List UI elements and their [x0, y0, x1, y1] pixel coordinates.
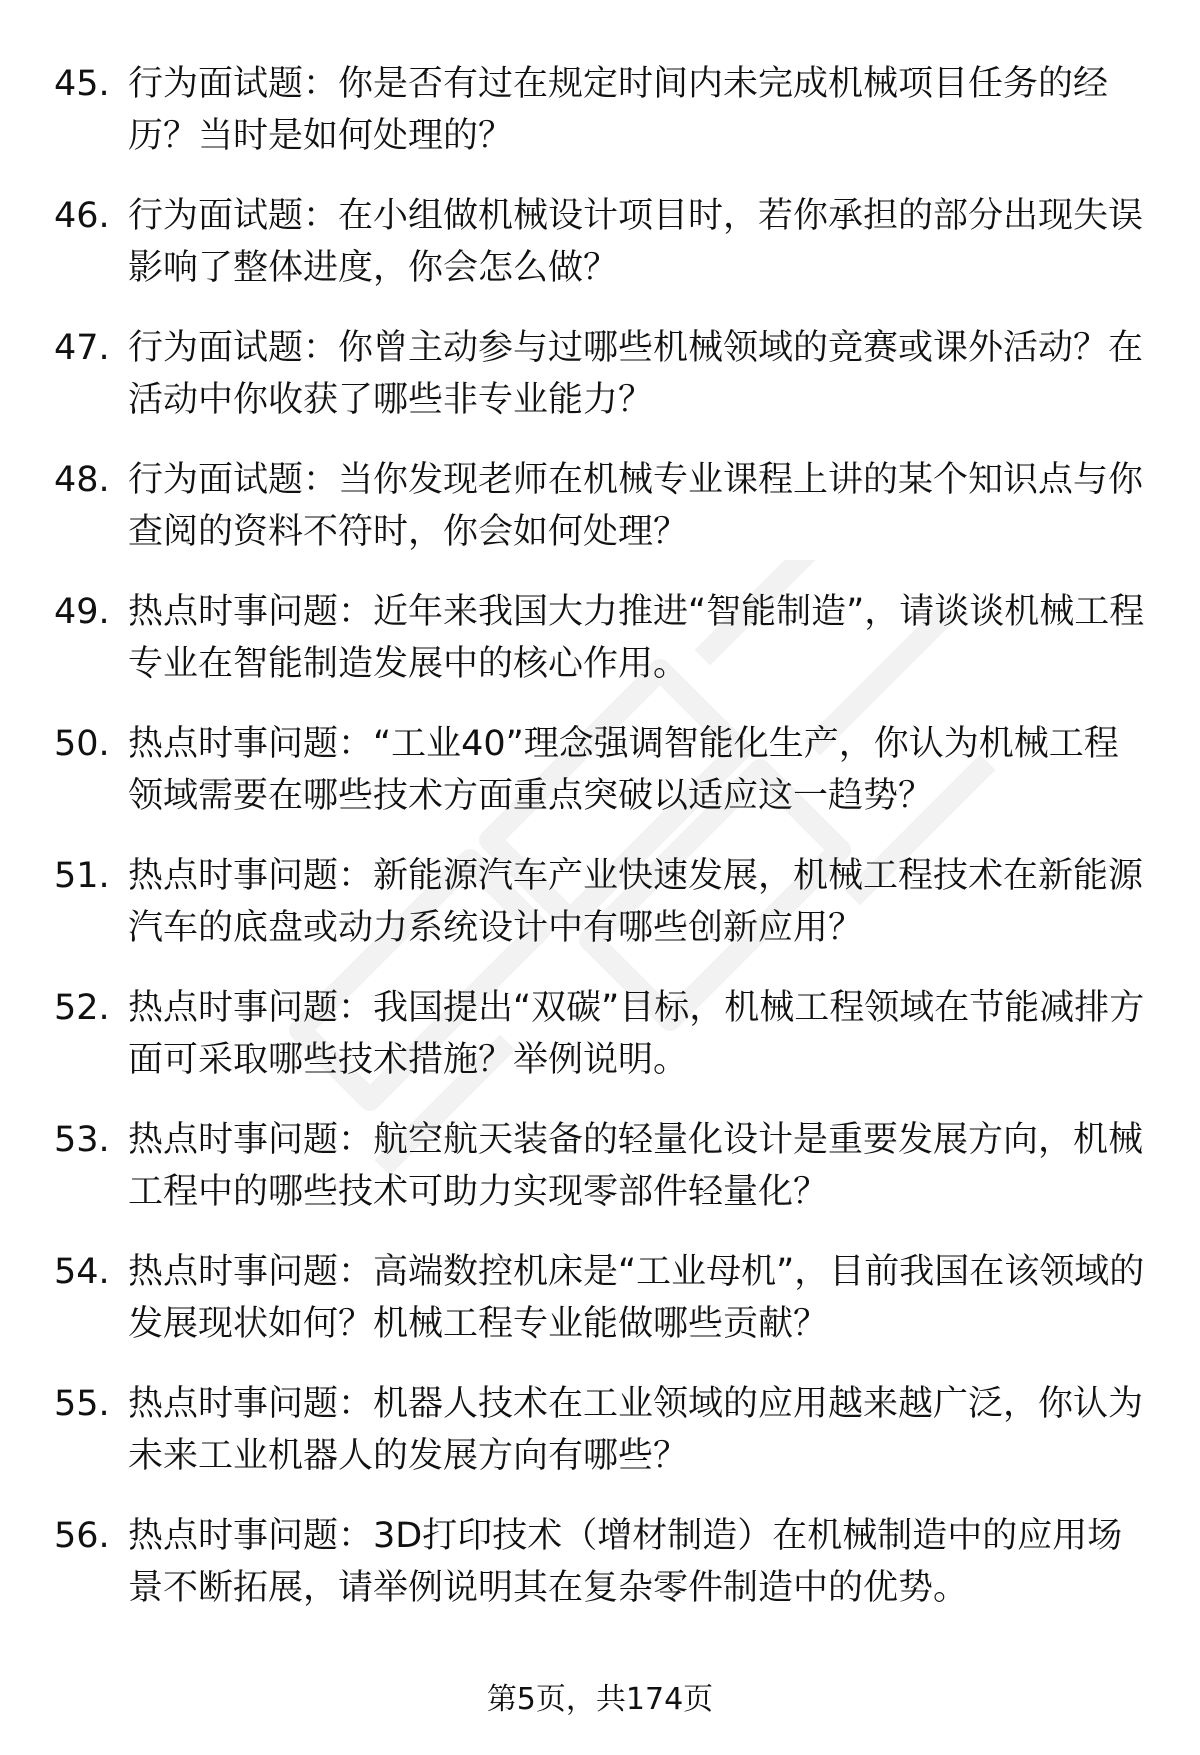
question-number: 50.	[54, 724, 110, 764]
question-text: 热点时事问题：新能源汽车产业快速发展，机械工程技术在新能源汽车的底盘或动力系统设计中有哪些创新应用？	[128, 856, 1144, 948]
question-number: 49.	[54, 592, 110, 632]
question-number: 51.	[54, 856, 110, 896]
question-item	[0, 58, 1200, 190]
question-text: 热点时事问题：3D打印技术（增材制造）在机械制造中的应用场景不断拓展，请举例说明其在复杂零件制造中的优势。	[128, 1516, 1123, 1608]
question-item	[0, 322, 1200, 454]
question-number: 46.	[54, 196, 110, 236]
question-text: 行为面试题：你曾主动参与过哪些机械领域的竞赛或课外活动？在活动中你收获了哪些非专业能力？	[128, 328, 1144, 420]
question-item	[0, 1510, 1200, 1642]
question-number: 53.	[54, 1120, 110, 1160]
page-number-label: 第5页，共174页	[486, 1682, 714, 1717]
question-item	[0, 586, 1200, 718]
question-text: 热点时事问题：高端数控机床是“工业母机”，目前我国在该领域的发展现状如何？机械工程专业能做哪些贡献？	[128, 1252, 1145, 1344]
question-item	[0, 982, 1200, 1114]
question-item	[0, 850, 1200, 982]
question-number: 47.	[54, 328, 110, 368]
question-item	[0, 1246, 1200, 1378]
question-text: 行为面试题：当你发现老师在机械专业课程上讲的某个知识点与你查阅的资料不符时，你会如何处理？	[128, 460, 1144, 552]
question-number: 54.	[54, 1252, 110, 1292]
question-number: 55.	[54, 1384, 110, 1424]
question-item	[0, 190, 1200, 322]
question-list	[0, 58, 1200, 1642]
question-number: 45.	[54, 64, 110, 104]
question-text: 热点时事问题：我国提出“双碳”目标，机械工程领域在节能减排方面可采取哪些技术措施？举例说明。	[128, 988, 1145, 1080]
question-text: 热点时事问题：近年来我国大力推进“智能制造”，请谈谈机械工程专业在智能制造发展中的核心作用。	[128, 592, 1145, 684]
question-item	[0, 454, 1200, 586]
question-text: 热点时事问题：“工业40”理念强调智能化生产，你认为机械工程领域需要在哪些技术方面重点突破以适应这一趋势？	[128, 724, 1119, 816]
question-item	[0, 718, 1200, 850]
question-item	[0, 1378, 1200, 1510]
question-item	[0, 1114, 1200, 1246]
question-number: 56.	[54, 1516, 110, 1556]
question-text: 行为面试题：在小组做机械设计项目时，若你承担的部分出现失误影响了整体进度，你会怎么做？	[128, 196, 1144, 288]
question-number: 52.	[54, 988, 110, 1028]
question-number: 48.	[54, 460, 110, 500]
question-text: 热点时事问题：机器人技术在工业领域的应用越来越广泛，你认为未来工业机器人的发展方向有哪些？	[128, 1384, 1144, 1476]
question-text: 热点时事问题：航空航天装备的轻量化设计是重要发展方向，机械工程中的哪些技术可助力实现零部件轻量化？	[128, 1120, 1144, 1212]
question-text: 行为面试题：你是否有过在规定时间内未完成机械项目任务的经历？当时是如何处理的？	[128, 64, 1109, 156]
page-footer	[0, 1680, 1200, 1720]
